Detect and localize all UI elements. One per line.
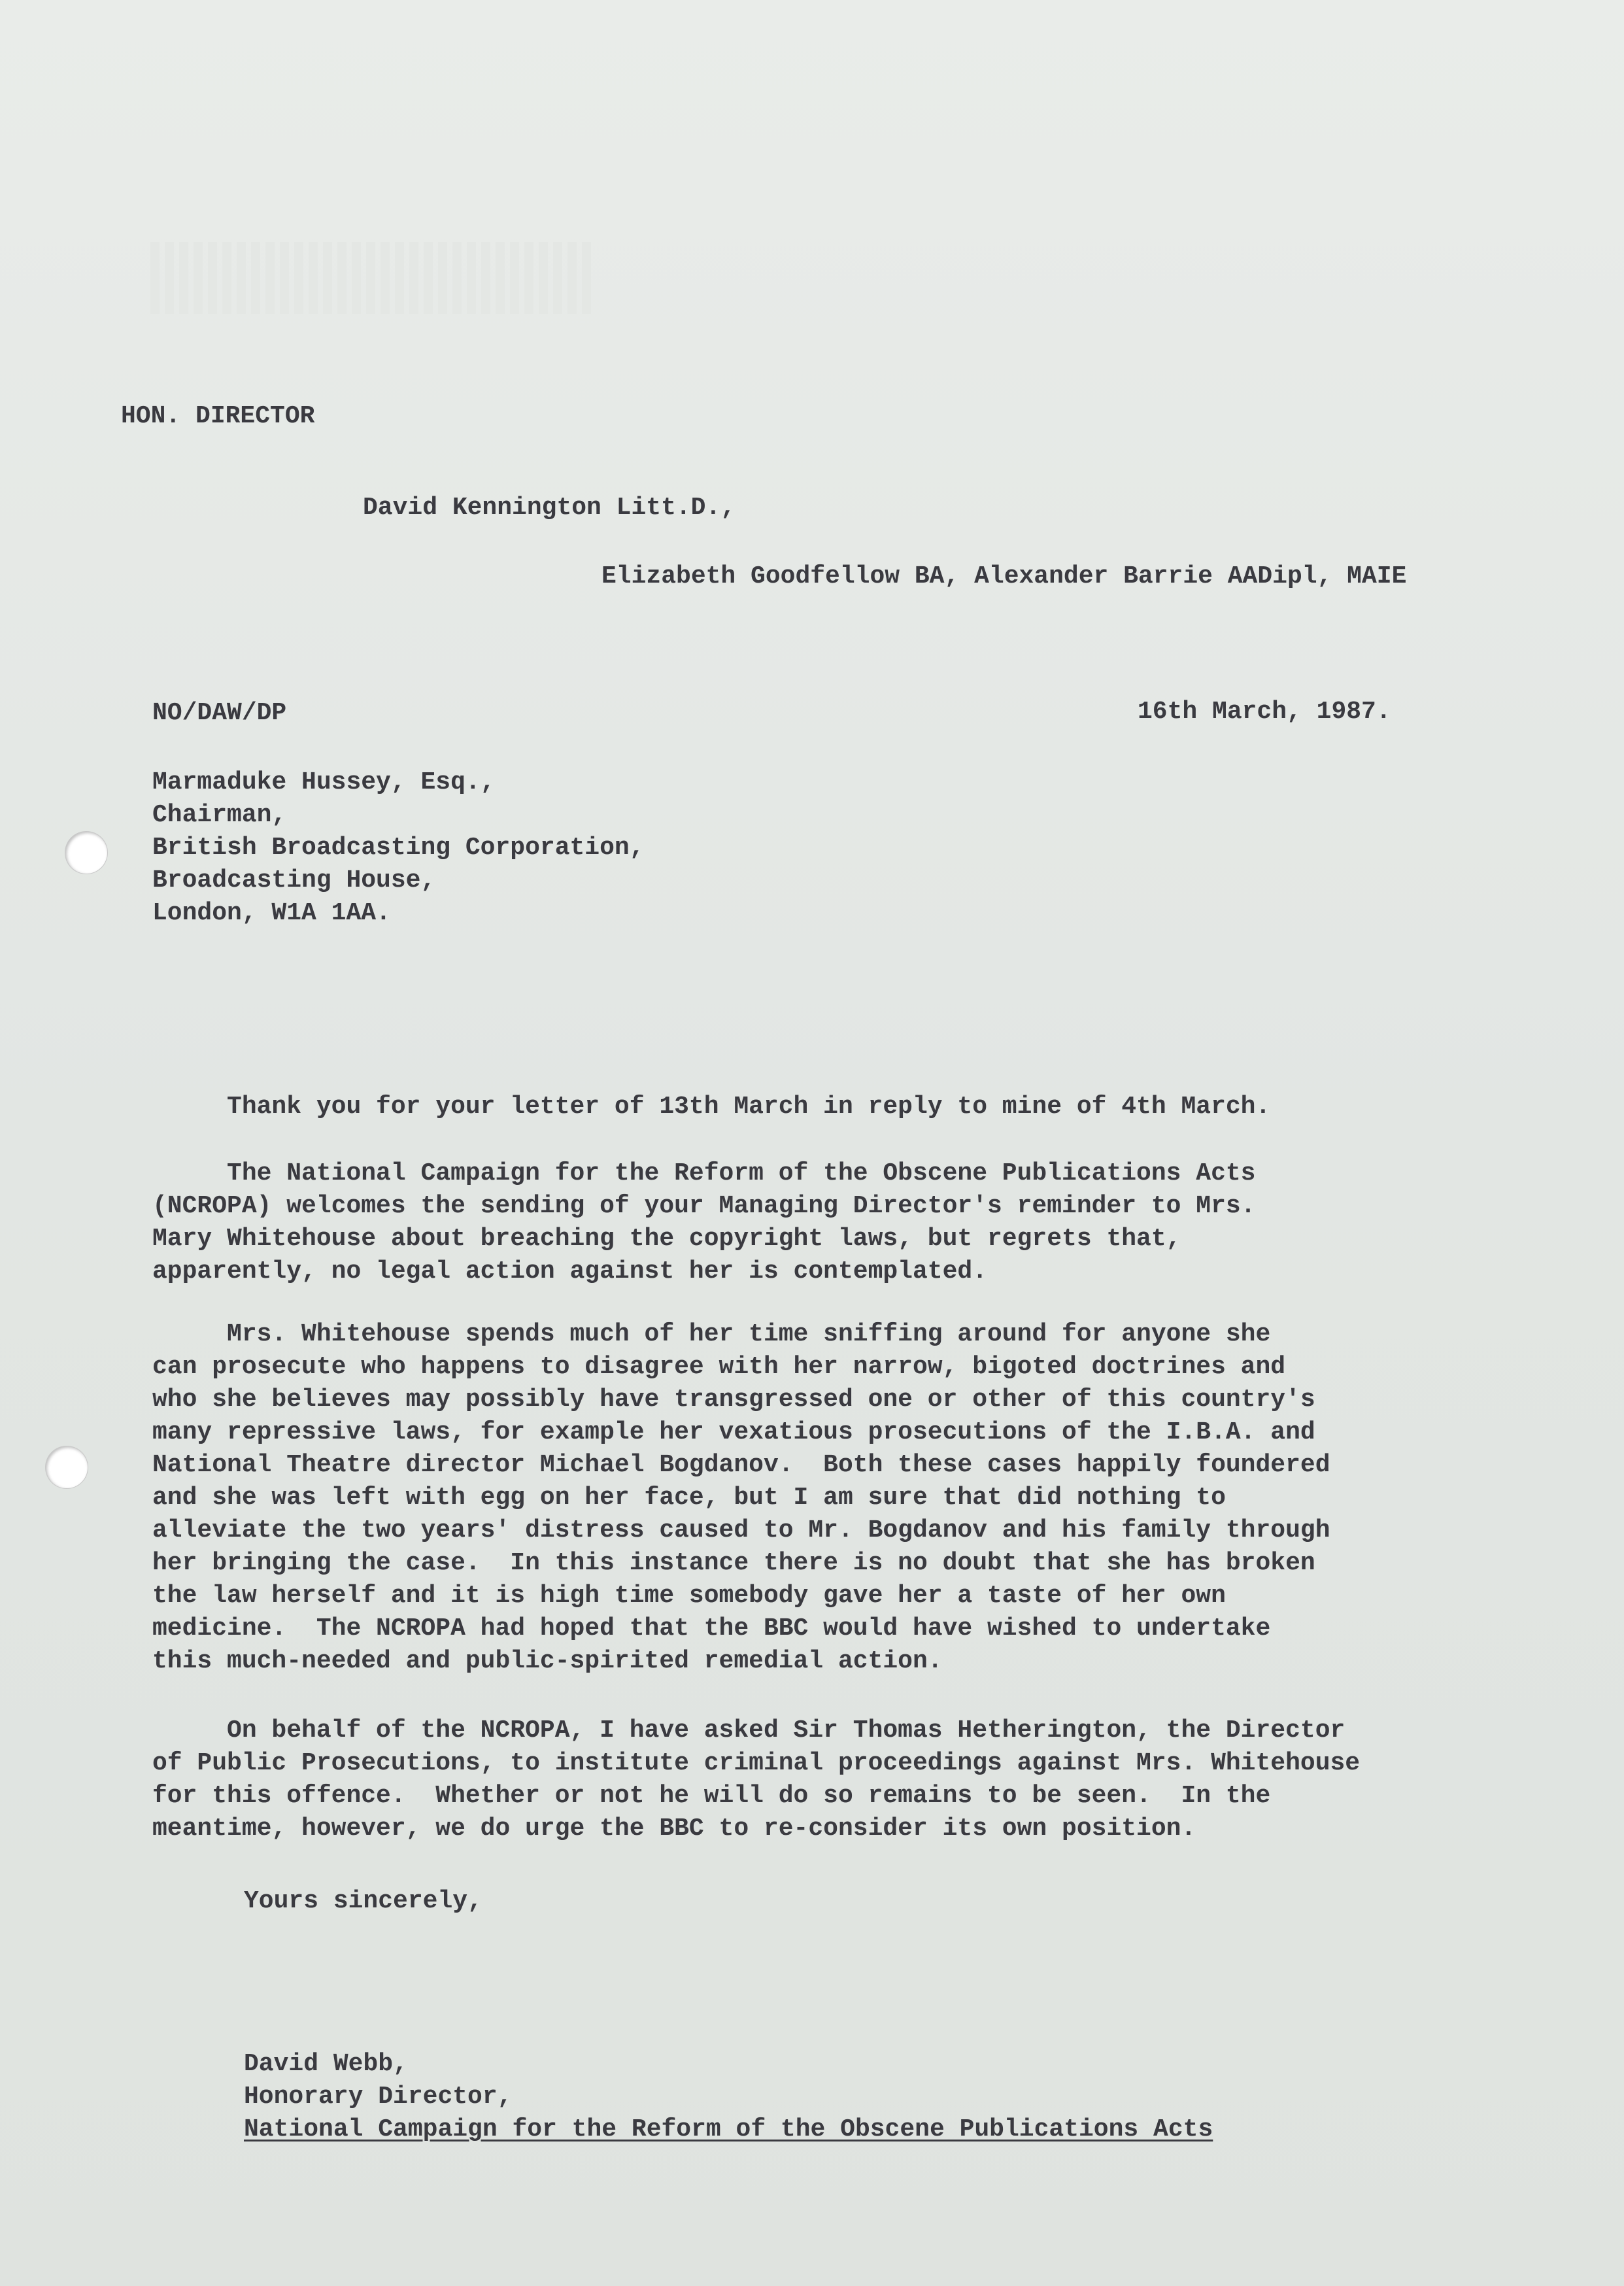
board-members-line-2: Elizabeth Goodfellow BA, Alexander Barrie AADipl, MAIE: [601, 562, 1407, 590]
faint-letterhead-imprint: [150, 242, 595, 314]
body-line: (NCROPA) welcomes the sending of your Managing Director's reminder to Mrs.: [152, 1192, 1256, 1220]
punch-hole-top: [65, 832, 107, 874]
body-line: On behalf of the NCROPA, I have asked Sir Thomas Hetherington, the Director: [152, 1716, 1345, 1745]
recipient-address-line: British Broadcasting Corporation,: [152, 834, 645, 862]
body-paragraph-2: [152, 1157, 1512, 1288]
body-line: The National Campaign for the Reform of the Obscene Publications Acts: [152, 1159, 1256, 1187]
body-line: Mary Whitehouse about breaching the copyright laws, but regrets that,: [152, 1225, 1181, 1253]
recipient-address-line: Chairman,: [152, 801, 287, 829]
body-line: can prosecute who happens to disagree with her narrow, bigoted doctrines and: [152, 1353, 1286, 1381]
body-paragraph-4: [152, 1714, 1512, 1845]
body-line: many repressive laws, for example her vexatious prosecutions of the I.B.A. and: [152, 1418, 1315, 1446]
body-line: Mrs. Whitehouse spends much of her time sniffing around for anyone she: [152, 1320, 1271, 1348]
signature-block: [244, 2048, 1213, 2146]
body-line: apparently, no legal action against her is contemplated.: [152, 1257, 988, 1286]
recipient-address-line: Broadcasting House,: [152, 866, 436, 895]
body-line: meantime, however, we do urge the BBC to re-consider its own position.: [152, 1815, 1196, 1843]
punch-hole-bottom: [46, 1446, 88, 1488]
body-line: her bringing the case. In this instance there is no doubt that she has broken: [152, 1549, 1315, 1577]
signatory-organisation: National Campaign for the Reform of the Obscene Publications Acts: [244, 2115, 1213, 2143]
recipient-address-line: London, W1A 1AA.: [152, 899, 391, 927]
body-paragraph-3: [152, 1318, 1512, 1678]
letter-date: 16th March, 1987.: [1138, 698, 1391, 726]
board-members-line-1: David Kennington Litt.D.,: [363, 494, 736, 522]
body-line: who she believes may possibly have transgressed one or other of this country's: [152, 1386, 1315, 1414]
closing-salutation: Yours sincerely,: [244, 1887, 482, 1915]
body-line: and she was left with egg on her face, but I am sure that did nothing to: [152, 1484, 1226, 1512]
signatory-name: David Webb,: [244, 2050, 408, 2078]
signatory-title: Honorary Director,: [244, 2083, 513, 2111]
body-line: of Public Prosecutions, to institute criminal proceedings against Mrs. Whitehouse: [152, 1749, 1361, 1777]
body-line: alleviate the two years' distress caused to Mr. Bogdanov and his family through: [152, 1516, 1330, 1544]
body-line: this much-needed and public-spirited remedial action.: [152, 1647, 943, 1675]
body-line: medicine. The NCROPA had hoped that the BBC would have wished to undertake: [152, 1614, 1271, 1643]
recipient-address-line: Marmaduke Hussey, Esq.,: [152, 768, 496, 796]
recipient-address: [152, 766, 645, 930]
body-line: for this offence. Whether or not he will do so remains to be seen. In the: [152, 1782, 1271, 1810]
body-paragraph-1: [152, 1091, 1512, 1123]
hon-director-heading: HON. DIRECTOR: [121, 402, 315, 430]
reference-code: NO/DAW/DP: [152, 699, 287, 727]
body-line: Thank you for your letter of 13th March in reply to mine of 4th March.: [152, 1093, 1271, 1121]
body-line: National Theatre director Michael Bogdanov. Both these cases happily foundered: [152, 1451, 1330, 1479]
body-line: the law herself and it is high time somebody gave her a taste of her own: [152, 1582, 1226, 1610]
